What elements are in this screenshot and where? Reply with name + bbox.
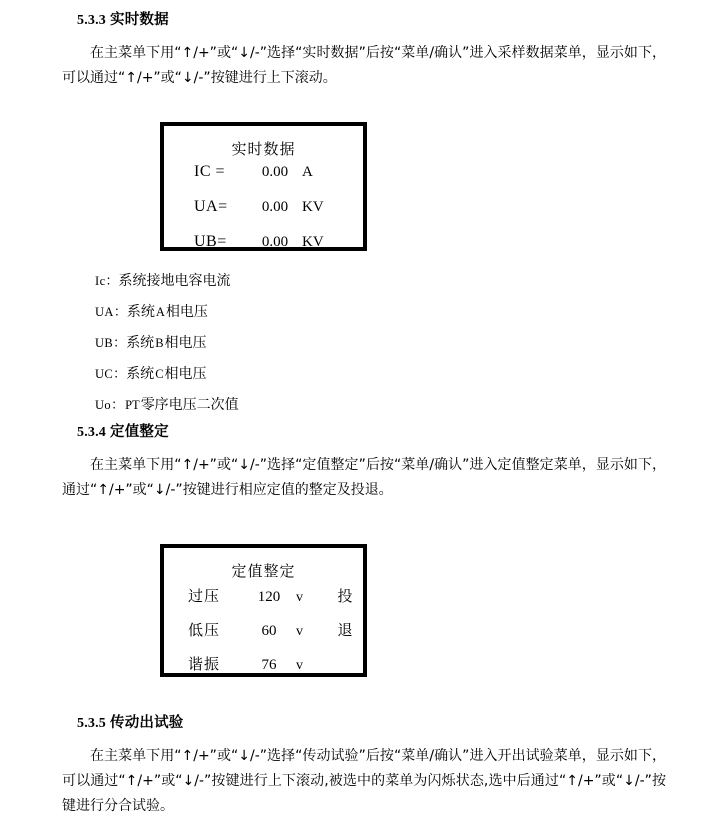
legend-desc-uc-phase: C	[155, 367, 164, 381]
setting-unit-undervoltage: v	[296, 624, 303, 639]
legend-tag-ub: UB	[95, 336, 114, 350]
legend-colon-ub: ：	[113, 336, 127, 351]
legend-desc-ua-phase: A	[155, 305, 165, 319]
heading-number: 5.3.3	[77, 13, 106, 28]
heading-5-3-3	[77, 8, 169, 29]
legend-desc-ic: 系统接地电容电流	[118, 273, 231, 289]
heading-title: 定值整定	[110, 424, 169, 440]
heading-number: 5.3.5	[77, 716, 106, 731]
realtime-value-ic: 0.00	[261, 164, 289, 180]
legend-colon-ic: ：	[105, 274, 119, 289]
heading-title: 传动出试验	[110, 715, 184, 731]
paragraph-5-3-3: 在主菜单下用“↑/+”或“↓/-”选择“实时数据”后按“菜单/确认”进入采样数据菜单，显示如下，可以通过“↑/+”或“↓/-”按键进行上下滚动。	[62, 45, 666, 86]
realtime-row-ua	[164, 198, 363, 233]
legend-desc-uc-pre: 系统	[126, 366, 155, 382]
realtime-row-ub	[164, 233, 363, 251]
legend-colon-uc: ：	[113, 367, 127, 382]
realtime-unit-ub: KV	[302, 234, 324, 250]
heading-number: 5.3.4	[77, 425, 106, 440]
legend-desc-ua-post: 相电压	[165, 304, 208, 320]
realtime-unit-ua: KV	[302, 199, 324, 215]
realtime-label-ub: UB=	[194, 233, 227, 250]
setting-label-undervoltage: 低压	[188, 621, 221, 639]
panel-title-realtime: 实时数据	[231, 140, 296, 158]
setting-state-overvoltage: 投	[337, 587, 353, 605]
legend-item-ic	[95, 266, 495, 297]
realtime-data-display-panel	[160, 122, 367, 251]
setting-value-display-panel	[160, 544, 367, 677]
legend-tag-ua: UA	[95, 305, 114, 319]
heading-5-3-4	[77, 420, 169, 441]
setting-value-undervoltage: 60	[261, 623, 277, 639]
legend-desc-uc-post: 相电压	[164, 366, 207, 382]
setting-unit-resonance: v	[296, 658, 303, 673]
realtime-value-ub: 0.00	[261, 234, 289, 250]
legend-tag-ic: Ic	[95, 274, 106, 288]
setting-value-resonance: 76	[261, 657, 277, 673]
legend-desc-ua-pre: 系统	[126, 304, 155, 320]
legend-desc-ub-post: 相电压	[164, 335, 207, 351]
setting-row-resonance	[164, 653, 363, 677]
paragraph-5-3-5: 在主菜单下用“↑/+”或“↓/-”选择“传动试验”后按“菜单/确认”进入开出试验菜单，显示如下，可以通过“↑/+”或“↓/-”按键进行上下滚动,被选中的菜单为闪烁状态,选中后通过“↑/+”或“↓/-”按键进行分合试验。	[62, 748, 666, 814]
panel-title-setting: 定值整定	[231, 562, 296, 580]
realtime-row-ic	[164, 163, 363, 198]
legend-desc-uo-post: 零序电压二次值	[140, 397, 239, 413]
realtime-value-ua: 0.00	[261, 199, 289, 215]
setting-label-resonance: 谐振	[188, 655, 221, 673]
legend-item-uo	[95, 390, 495, 421]
setting-row-undervoltage	[164, 619, 363, 653]
legend-colon-uo: ：	[111, 398, 125, 413]
realtime-label-ic: IC =	[194, 163, 226, 180]
setting-value-overvoltage: 120	[257, 589, 281, 605]
setting-label-overvoltage: 过压	[188, 587, 221, 605]
legend-tag-uc: UC	[95, 367, 114, 381]
heading-title: 实时数据	[110, 12, 169, 28]
legend-item-ua	[95, 297, 495, 328]
setting-state-undervoltage: 退	[337, 621, 353, 639]
realtime-unit-ic: A	[302, 164, 313, 180]
legend-desc-uo-device: PT	[125, 398, 140, 412]
legend-list	[95, 266, 495, 421]
legend-item-uc	[95, 359, 495, 390]
legend-desc-ub-pre: 系统	[126, 335, 155, 351]
legend-desc-ub-phase: B	[155, 336, 164, 350]
legend-tag-uo: Uo	[95, 398, 112, 412]
paragraph-5-3-4: 在主菜单下用“↑/+”或“↓/-”选择“定值整定”后按“菜单/确认”进入定值整定菜单，显示如下，通过“↑/+”或“↓/-”按键进行相应定值的整定及投退。	[62, 457, 666, 498]
setting-unit-overvoltage: v	[296, 590, 303, 605]
realtime-label-ua: UA=	[194, 198, 228, 215]
legend-colon-ua: ：	[113, 305, 127, 320]
heading-5-3-5	[77, 711, 184, 732]
setting-row-overvoltage	[164, 585, 363, 619]
legend-item-ub	[95, 328, 495, 359]
